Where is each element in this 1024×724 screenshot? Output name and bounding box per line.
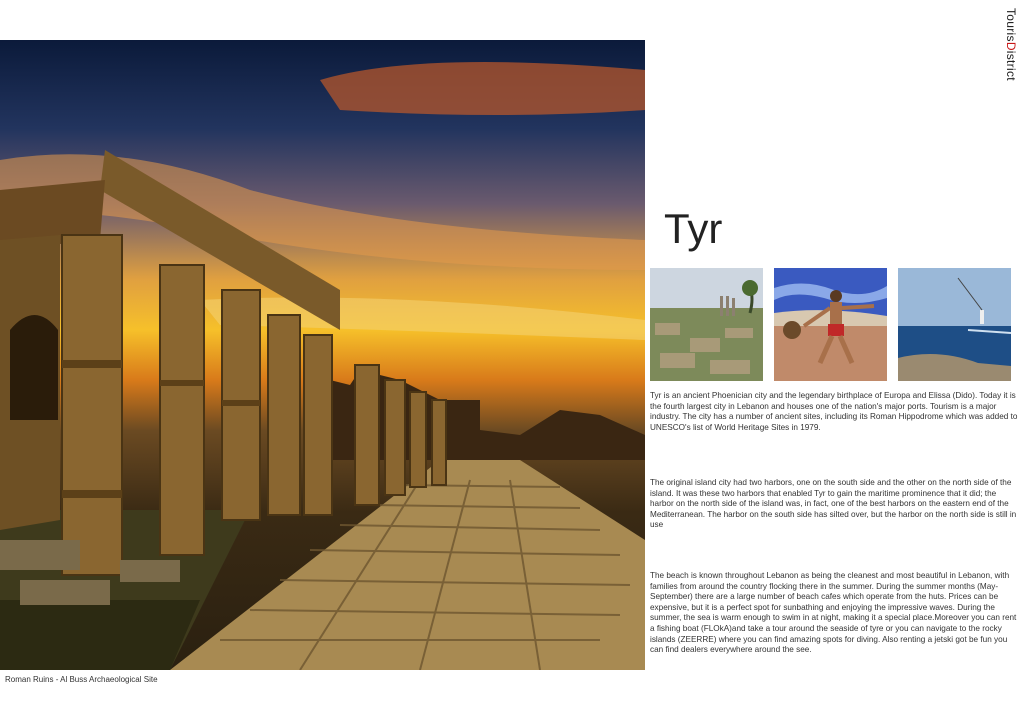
beach-paragraph: The beach is known throughout Lebanon as being the cleanest and most beautiful in Lebanon, with families from around the country flocking there in the summer. During the summer months (May-September) there are a large number of beach cafes which operate from the huts. Prices can be expensive, but it is a perfect spot for sunbathing and enjoying the impressive waves. During the summer, the sea is warm enough to swim in at night, making it a special place.Moreover you can rent a fishing boat (FLOkA)and take a tour around the seaside of tyre or you can navigate to the rocky islands (ZEERRE) where you can find amazing spots for diving. Also renting a jetski got be fun you can find dealers everywhere around the see. [650, 571, 1017, 655]
hero-caption: Roman Ruins - Al Buss Archaeological Site [5, 675, 158, 684]
boy-beach-thumbnail [774, 268, 887, 381]
hero-image-roman-ruins [0, 40, 645, 670]
harbors-paragraph: The original island city had two harbors, one on the south side and the other on the north side of the island. It was these two harbors that enabled Tyr to gain the maritime prominence that it did; the harbor on the north side of the island was, in fact, one of the best harbors on the eastern end of the Mediterranean. The harbor on the south side has silted over, but the harbor on the north side is still in use [650, 478, 1017, 530]
intro-paragraph: Tyr is an ancient Phoenician city and the legendary birthplace of Europa and Elissa (Dido). Today it is the fourth largest city in Lebanon and houses one of the nation's major ports. Tourism is a major industry. The city has a number of ancient sites, including its Roman Hippodrome which was added to UNESCO's list of World Heritage Sites in 1979. [650, 391, 1018, 432]
ruins-thumbnail [650, 268, 763, 381]
brand-text-highlight: D [1004, 41, 1018, 51]
brand-logo [1004, 8, 1018, 81]
brand-text-part1: Touris [1004, 8, 1018, 42]
page-title: Tyr [664, 205, 723, 252]
fisherman-sea-thumbnail [898, 268, 1011, 381]
brand-text-part2: istrict [1004, 50, 1018, 81]
